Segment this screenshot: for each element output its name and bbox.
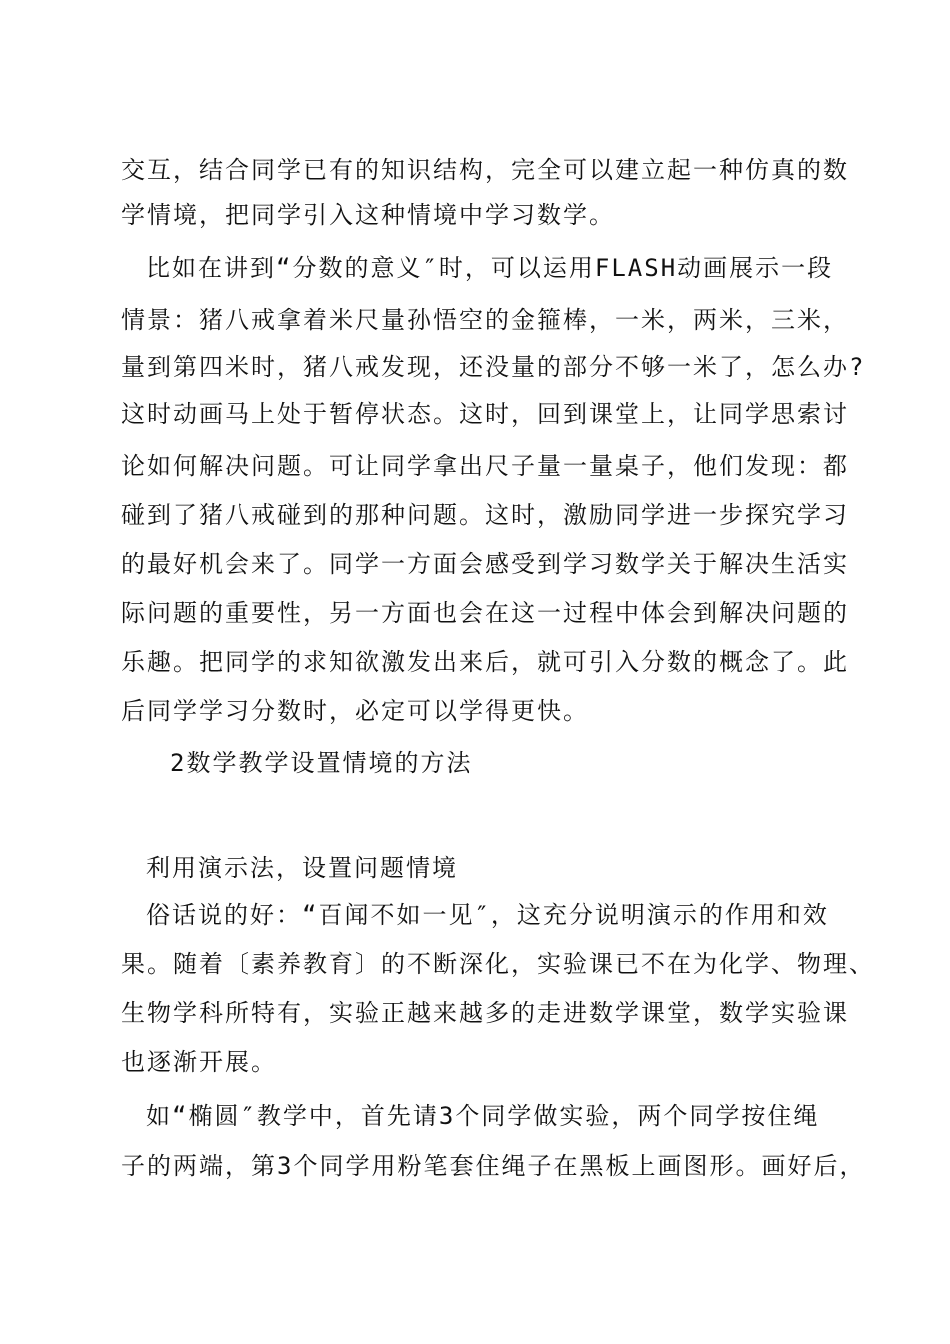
paragraph-3-line-3: 生物学科所特有，实验正越来越多的走进数学课堂，数学实验课 [121, 999, 849, 1027]
paragraph-2-line-5: 论如何解决问题。可让同学拿出尺子量一量桌子，他们发现：都 [121, 452, 849, 480]
paragraph-4-line-1: 如“椭圆″教学中，首先请3个同学做实验，两个同学按住绳 [146, 1102, 820, 1130]
paragraph-3-line-2: 果。随着〔素养教育〕的不断深化，实验课已不在为化学、物理、 [121, 950, 875, 978]
paragraph-2-line-10: 后同学学习分数时，必定可以学得更快。 [121, 697, 589, 725]
paragraph-2-line-6: 碰到了猪八戒碰到的那种问题。这时，激励同学进一步探究学习 [121, 501, 849, 529]
paragraph-2-line-2: 情景：猪八戒拿着米尺量孙悟空的金箍棒，一米，两米，三米， [121, 306, 849, 334]
paragraph-1-line-1: 交互，结合同学已有的知识结构，完全可以建立起一种仿真的数 [121, 156, 849, 184]
subheading: 利用演示法，设置问题情境 [146, 854, 458, 882]
paragraph-1-line-2: 学情境，把同学引入这种情境中学习数学。 [121, 201, 615, 229]
paragraph-2-line-7: 的最好机会来了。同学一方面会感受到学习数学关于解决生活实 [121, 550, 849, 578]
paragraph-2-line-3: 量到第四米时，猪八戒发现，还没量的部分不够一米了，怎么办? [121, 353, 866, 381]
paragraph-3-line-4: 也逐渐开展。 [121, 1048, 277, 1076]
paragraph-3-line-1: 俗话说的好：“百闻不如一见″，这充分说明演示的作用和效 [146, 901, 829, 929]
paragraph-2-line-9: 乐趣。把同学的求知欲激发出来后，就可引入分数的概念了。此 [121, 648, 849, 676]
paragraph-4-line-2: 子的两端，第3个同学用粉笔套住绳子在黑板上画图形。画好后， [121, 1152, 866, 1180]
section-heading: 2数学教学设置情境的方法 [170, 749, 473, 777]
paragraph-2-line-1: 比如在讲到“分数的意义″时，可以运用FLASH动画展示一段 [146, 254, 834, 282]
paragraph-2-line-8: 际问题的重要性，另一方面也会在这一过程中体会到解决问题的 [121, 599, 849, 627]
paragraph-2-line-4: 这时动画马上处于暂停状态。这时，回到课堂上，让同学思索讨 [121, 400, 849, 428]
